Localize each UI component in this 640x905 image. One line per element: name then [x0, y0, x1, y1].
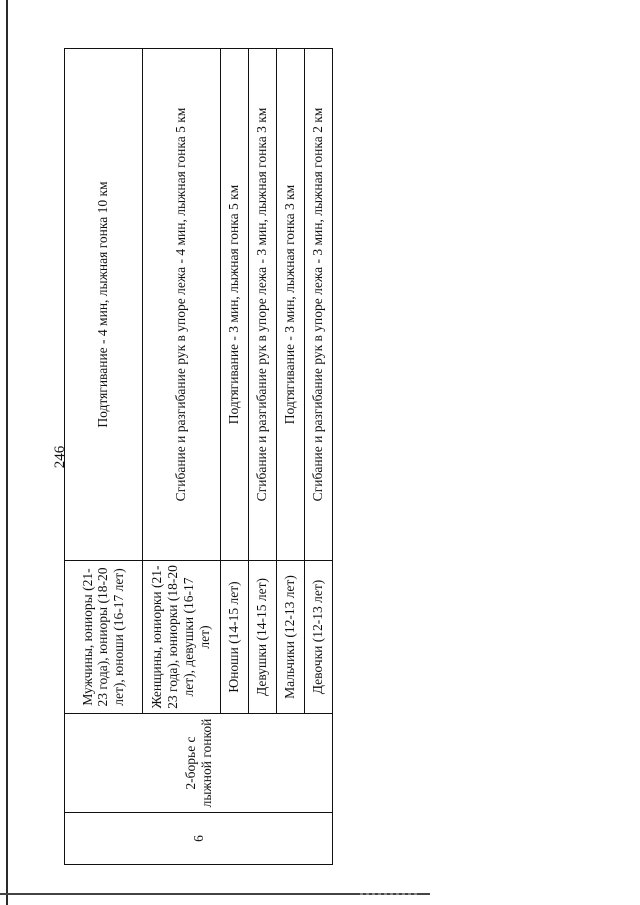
- scan-bottom-edge-dotted: [360, 893, 420, 895]
- group-cell: Женщины, юниорки (21-23 года), юниорки (18-20 лет), девушки (16-17 лет): [142, 561, 220, 714]
- norm-cell: Сгибание и разгибание рук в упоре лежа - 3 мин, лыжная гонка 3 км: [248, 49, 276, 561]
- scan-left-edge: [6, 0, 8, 905]
- standards-table: [64, 48, 333, 865]
- page-number: 246: [52, 445, 68, 469]
- sport-cell: 2-борье с лыжной гонкой: [65, 714, 333, 813]
- group-cell: Мужчины, юниоры (21-23 года), юниоры (18-20 лет), юноши (16-17 лет): [65, 561, 143, 714]
- group-cell: Юноши (14-15 лет): [220, 561, 248, 714]
- norm-cell: Подтягивание - 3 мин, лыжная гонка 5 км: [220, 49, 248, 561]
- norm-cell: Сгибание и разгибание рук в упоре лежа - 3 мин, лыжная гонка 2 км: [304, 49, 332, 561]
- norm-cell: Подтягивание - 4 мин, лыжная гонка 10 км: [65, 49, 143, 561]
- norm-cell: Сгибание и разгибание рук в упоре лежа - 4 мин, лыжная гонка 5 км: [142, 49, 220, 561]
- group-cell: Девушки (14-15 лет): [248, 561, 276, 714]
- table-container: [64, 48, 333, 865]
- row-number-cell: 6: [65, 813, 333, 865]
- norm-cell: Подтягивание - 3 мин, лыжная гонка 3 км: [276, 49, 304, 561]
- table-row: [65, 49, 143, 865]
- group-cell: Мальчики (12-13 лет): [276, 561, 304, 714]
- group-cell: Девочки (12-13 лет): [304, 561, 332, 714]
- rotated-table-region: [64, 48, 333, 865]
